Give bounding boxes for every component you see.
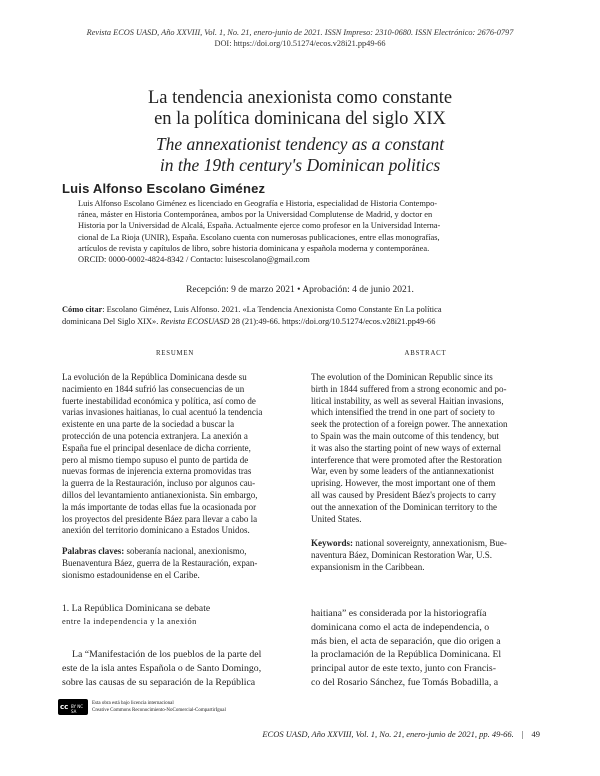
footer-separator: |: [521, 729, 524, 739]
bio-line: Luis Alfonso Escolano Giménez es licenciado en Geografía e Historia, especialidad de Historia Contempo-: [78, 199, 438, 208]
title-line: The annexationist tendency as a constant: [155, 134, 445, 154]
keywords-line: expansionism in the Caribbean.: [311, 561, 425, 572]
abstract-line: all was caused by President Báez's projects to carry: [311, 489, 497, 500]
abstract-line: interference that were promoted after the Restoration: [311, 454, 502, 465]
citation-journal: Revista ECOSUASD: [160, 316, 230, 326]
keywords-text: soberanía nacional, anexionismo,: [124, 546, 247, 556]
body-text-right: [311, 607, 540, 690]
keywords-line: Buenaventura Báez, guerra de la Restauración, expan-: [62, 557, 258, 568]
abstract-line: out the annexation of the Dominican territory to the: [311, 501, 497, 512]
abstract-heading: ABSTRACT: [404, 350, 447, 357]
citation-text: dominicana Del Siglo XIX».: [62, 316, 161, 326]
resumen-text: [62, 372, 288, 537]
keywords-line: [311, 538, 540, 550]
keywords-label: Palabras claves:: [62, 546, 125, 556]
section-heading: [62, 603, 292, 628]
citation: [62, 304, 540, 327]
abstract-line: War, even by some leaders of the antiannexationist: [311, 466, 494, 477]
license-text: [92, 700, 226, 714]
footer-citation: ECOS UASD, Año XXVIII, Vol. 1, No. 21, enero-junio de 2021, pp. 49-66.: [262, 729, 514, 739]
bio-line: artículos de revista y capítulos de libro, sobre historia dominicana y española moderna y contemporánea.: [78, 243, 430, 253]
body-line: la proclamación de la República Dominicana. El: [311, 649, 502, 661]
section-heading-line: 1. La República Dominicana se debate: [62, 603, 211, 614]
page-number: 49: [531, 729, 540, 739]
keywords-line: [62, 546, 288, 558]
bio-line: ránea, máster en Historia Contemporánea, ambos por la Universidad Complutense de Madrid, y doctor en: [78, 210, 433, 220]
cc-icon: cc: [60, 703, 69, 711]
title-spanish: [90, 88, 510, 130]
abstract-line: seek the protection of a foreign power. The annexation: [311, 419, 508, 430]
bio-line: cional de La Rioja (UNIR), España. Escolano cuenta con numerosas publicaciones, entre ellas monografías,: [78, 232, 440, 242]
resumen-line: pero al mismo tiempo supuso el punto de partida de: [62, 454, 249, 465]
body-line: sobre las causas de su separación de la República: [62, 676, 256, 688]
body-text-left: [62, 648, 290, 689]
resumen-line: España fue el principal desenlace de dicha corriente,: [62, 442, 251, 453]
resumen-line: la más importante de todas ellas fue la ocasionada por: [62, 501, 257, 512]
keywords-line: naventura Báez, Dominican Restoration War, U.S.: [311, 549, 492, 560]
abstract-line: litical instability, as well as several Haitian invasions,: [311, 395, 504, 406]
body-line: principal autor de este texto, junto con Francis-: [311, 663, 496, 675]
license-line: Creative Commons Reconocimiento-NoComercial-CompartirIgual: [92, 708, 226, 713]
creative-commons-badge[interactable]: [58, 699, 88, 715]
journal-header-line: Revista ECOS UASD, Año XXVIII, Vol. 1, No. 21, enero-junio de 2021. ISSN Impreso: 2310-0680. ISSN Electrónico: 2676-0797: [86, 28, 514, 37]
abstract-line: birth in 1844 suffered from a strong economic and po-: [311, 383, 507, 394]
abstract-line: United States.: [311, 513, 362, 524]
citation-line: [62, 304, 540, 316]
abstract-line: which intensified the trend in one part of society to: [311, 407, 495, 418]
resumen-line: La evolución de la República Dominicana desde su: [62, 372, 247, 382]
resumen-line: varias invasiones haitianas, lo cual acentuó la tendencia: [62, 407, 263, 418]
doi-line: DOI: https://doi.org/10.51274/ecos.v28i21.pp49-66: [214, 39, 386, 48]
citation-line: [62, 316, 540, 328]
title-line: en la política dominicana del siglo XIX: [154, 109, 446, 129]
reception-dates: Recepción: 9 de marzo 2021 • Aprobación: 4 de junio 2021.: [186, 285, 414, 295]
abstract-line: uprising. However, the most important one of them: [311, 478, 496, 489]
body-line: dominicana como el acta de independencia, o: [311, 621, 490, 633]
abstract-text: [311, 372, 540, 525]
resumen-line: dillos del levantamiento antianexionista. Sin embargo,: [62, 489, 258, 500]
palabras-claves: [62, 546, 288, 581]
author-bio: [78, 198, 540, 265]
body-line: más bien, el acta de separación, que dio origen a: [311, 635, 501, 647]
abstract-line: The evolution of the Dominican Republic since its: [311, 372, 493, 382]
resumen-line: nuevas formas de injerencia externa promovidas tras: [62, 466, 252, 477]
resumen-line: anexión del territorio dominicano a Estados Unidos.: [62, 525, 250, 536]
keywords-label: Keywords:: [311, 538, 353, 548]
resumen-line: la guerra de la Restauración, incluso por algunos cau-: [62, 478, 256, 489]
resumen-line: los proyectos del presidente Báez para llevar a cabo la: [62, 513, 258, 524]
keywords-text: national sovereignty, annexationism, Bue-: [353, 538, 507, 548]
title-line: La tendencia anexionista como constante: [147, 88, 453, 108]
bio-line: ORCID: 0000-0002-4824-8342 / Contacto: luisescolano@gmail.com: [78, 255, 310, 265]
abstract-line: to Spain was the main outcome of this tendency, but: [311, 430, 499, 441]
author-name: Luis Alfonso Escolano Giménez: [62, 181, 266, 196]
journal-header: [60, 27, 540, 49]
title-english: [90, 134, 510, 176]
citation-label: Cómo citar: [62, 305, 103, 314]
resumen-line: existente en una parte de la sociedad a buscar la: [62, 419, 235, 430]
body-line: La “Manifestación de los pueblos de la parte del: [72, 649, 262, 660]
page-footer: [262, 729, 540, 739]
body-line: este de la isla antes Española o de Santo Domingo,: [62, 662, 262, 674]
body-line: haitiana” es considerada por la historiografía: [311, 608, 487, 619]
bio-line: Historia por la Universidad de Alcalá, España. Actualmente ejerce como profesor en la Universidad Interna-: [78, 221, 441, 231]
resumen-line: nacimiento en 1844 sufrió las consecuencias de un: [62, 383, 245, 394]
citation-text: : Escolano Giménez, Luis Alfonso. 2021. «La Tendencia Anexionista Como Constante En La política: [102, 305, 442, 314]
keywords-line: sionismo estadounidense en el Caribe.: [62, 569, 200, 580]
keywords: [311, 538, 540, 573]
by-nc-sa-icon: BY NC SA: [71, 704, 84, 714]
resumen-heading: RESUMEN: [155, 350, 195, 357]
abstract-line: it was also the starting point of new ways of external: [311, 442, 501, 453]
section-heading-line: entre la independencia y la anexión: [62, 616, 197, 626]
resumen-line: fuerte inestabilidad económica y política, así como de: [62, 395, 256, 406]
resumen-line: protección de una potencia extranjera. La anexión a: [62, 430, 248, 441]
body-line: co del Rosario Sánchez, fue Tomás Bobadilla, a: [311, 676, 499, 688]
license-line: Esta obra está bajo licencia internacional: [92, 701, 174, 706]
citation-text: 28 (21):49-66. https://doi.org/10.51274/ecos.v28i21.pp49-66: [229, 316, 436, 326]
title-line: in the 19th century's Dominican politics: [159, 155, 441, 175]
